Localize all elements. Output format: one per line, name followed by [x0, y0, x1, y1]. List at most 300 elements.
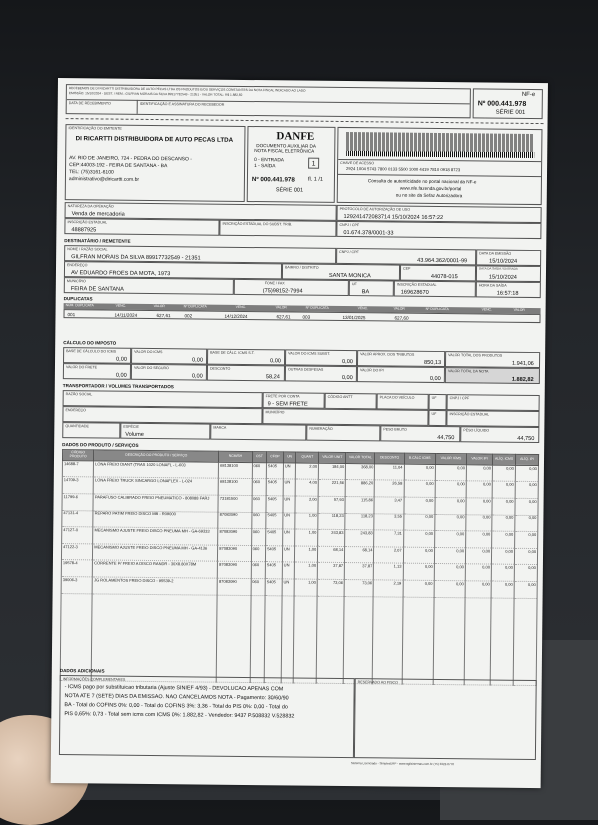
carrier-uf2-box	[428, 410, 446, 426]
product-cell: 87083090	[217, 578, 251, 595]
qty-box	[62, 422, 120, 439]
qty-label: QUANTIDADE	[65, 424, 89, 429]
receipt-stub	[66, 84, 471, 118]
issuer-name: DI RICARTTI DISTRIBUIDORA DE AUTO PECAS LTDA	[75, 135, 234, 144]
receipt-text: RECEBEMOS DE DI RICARTTI DISTRIBUIDORA DE AUTO PECAS LTDA OS PRODUTOS E/OU SERVIÇOS CONSTANTES DA NOTA FISCAL INDICADO AO LADO	[68, 86, 306, 93]
additional-info-box	[59, 675, 355, 758]
product-cell: 14688-7	[62, 460, 93, 477]
icms-label: VALOR DO ICMS	[134, 349, 163, 355]
address-value: AV EDUARDO FROES DA MOTA, 1973	[70, 270, 171, 278]
product-cell: 57,93	[318, 496, 345, 513]
product-cell: 3,47	[374, 497, 403, 514]
product-cell: 118,23	[318, 513, 345, 530]
col-qty: QUANT	[296, 452, 319, 463]
dup-1-venc: 14/11/2024	[114, 312, 138, 318]
product-cell: 0,00	[403, 530, 434, 547]
discount-label: DESCONTO	[209, 366, 231, 371]
product-cell: 2,00	[296, 463, 319, 480]
icms-value: 0,00	[192, 357, 203, 364]
cnpj-label: CNPJ / CPF	[339, 222, 360, 228]
product-cell: 2,19	[373, 580, 402, 597]
product-cell: 0,00	[466, 498, 492, 515]
product-cell: 68138100	[219, 462, 253, 479]
ie-box	[64, 218, 219, 236]
nature-label: NATUREZA DA OPERAÇÃO	[67, 204, 114, 209]
product-cell: 5405	[266, 496, 283, 513]
dup-1-num: 001	[67, 311, 76, 317]
product-cell: 1,00	[295, 546, 318, 563]
recipient-name: GILFRAN MORAIS DA SILVA 89917732549 - 21351	[71, 254, 201, 262]
other-value: 0,00	[341, 374, 353, 382]
product-cell: 73,06	[344, 579, 373, 596]
dup-h-valor3: VALOR	[393, 306, 405, 311]
additional-line-1: - ICMS pago por substituicao tributaria (Ajuste SINIEF 4/93) - DEVOLUCAO APENAS COM	[64, 684, 284, 693]
col-cfop: CFOP	[267, 452, 284, 463]
product-cell: PARAFUSO CALIBRADO FREIO PNEUMATICO - 808088 FARJ	[93, 494, 218, 512]
freight-box	[63, 363, 131, 380]
product-cell: 68,14	[345, 546, 374, 563]
reserved-fisco-label: RESERVADO AO FISCO	[357, 680, 398, 685]
note-total-value: 1.882,82	[511, 376, 534, 383]
col-unit: VALOR UNIT	[319, 452, 346, 463]
product-cell: MECANISMO AJUSTE FREIO DISCO PNEUMA MH - GA-69333	[93, 527, 218, 545]
product-cell: 184,00	[318, 463, 345, 480]
carrier-uf2-label: UF	[431, 411, 437, 416]
freight-mode-value: 9 - SEM FRETE	[267, 401, 308, 408]
dup-2-venc: 14/12/2024	[224, 313, 248, 319]
product-cell: 11799-6	[62, 494, 93, 511]
product-cell: 87083090	[218, 528, 252, 545]
st-value: 0,00	[342, 358, 353, 366]
product-cell: 060	[251, 579, 266, 596]
recipient-name-label: NOME / RAZÃO SOCIAL	[67, 247, 108, 252]
product-cell: 0,00	[404, 497, 435, 514]
additional-line-3: BA - Total do COFINS 0%: 0,00 - Total do COFINS 3%: 3,36 - Total do PIS 0%: 0,00 - Total do	[64, 702, 288, 711]
recipient-section: DESTINATÁRIO / REMETENTE	[64, 238, 131, 244]
consult-text3: ou no site da Sefaz Autorizadora	[395, 192, 463, 199]
exit-time-box	[476, 281, 541, 298]
product-cell: 73181500	[218, 495, 252, 512]
gross-weight-box	[380, 425, 460, 442]
product-cell: 0,00	[435, 464, 466, 481]
product-cell: 0,00	[514, 565, 537, 582]
products-total-box	[445, 351, 540, 368]
freight-label: VALOR DO FRETE	[65, 365, 98, 370]
approx-box	[357, 350, 445, 367]
col-code: CÓDIGO PRODUTO	[62, 450, 93, 461]
product-cell: 0,00	[491, 564, 514, 581]
dup-3-venc: 13/01/2025	[342, 314, 366, 320]
product-cell: 0,00	[492, 465, 515, 482]
product-cell: 243,83	[318, 529, 345, 546]
emission-box	[476, 249, 541, 266]
insurance-value: 0,00	[191, 373, 203, 380]
product-cell: CORRENTE P/ FREIO A DISCO RANDR - 30X8.80X78M	[93, 560, 218, 578]
uf-label: UF	[351, 282, 357, 287]
product-cell: REPARO PATIM FREIO DISCO MB - R09000	[93, 510, 218, 528]
danfe-page: fl. 1 /1	[307, 176, 323, 183]
dup-h-venc3: VENC.	[357, 306, 369, 311]
district-box	[282, 263, 400, 280]
dup-3-valor: 627,60	[394, 315, 409, 321]
product-cell: 5405	[265, 579, 282, 596]
recipient-cnpj: 43.964.362/0001-99	[417, 257, 468, 265]
dup-h-valor: VALOR	[153, 304, 165, 309]
st-box	[285, 349, 357, 366]
receipt-summary: EMISSÃO: 15/10/2024 - DEST. / REM.: GILFRAN MORAIS DA SILVA 89917732549 - 21351 - VALOR TOTAL: R$ 1.882,82	[68, 91, 243, 97]
exit-date-value: 15/10/2024	[488, 274, 517, 281]
product-cell: UN	[282, 529, 295, 546]
product-cell: 0,00	[514, 581, 537, 598]
product-cell: 0,00	[492, 481, 515, 498]
iest-box	[219, 220, 336, 237]
product-cell: UN	[283, 463, 296, 480]
product-cell: 0,00	[515, 531, 538, 548]
dup-2-num: 002	[184, 312, 193, 318]
product-cell: 11,04	[375, 464, 404, 481]
danfe-subtitle1: DOCUMENTO AUXILIAR DA	[256, 143, 316, 149]
col-icms-base: B.CÁLC ICMS	[404, 453, 435, 464]
col-icms: VALOR ICMS	[435, 453, 466, 464]
product-cell: 0,00	[403, 514, 434, 531]
product-cell: 060	[251, 545, 266, 562]
danfe-number: Nº 000.441.978	[251, 176, 295, 184]
product-cell: 47131-4	[62, 510, 93, 527]
emission-label: DATA DA EMISSÃO	[479, 251, 512, 256]
antt-label: CÓDIGO ANTT	[327, 394, 353, 400]
phone-box	[234, 279, 349, 296]
product-cell: 0,00	[434, 564, 465, 581]
product-cell: UN	[282, 562, 295, 579]
product-cell: 19578-4	[61, 560, 92, 577]
product-cell: 14709-3	[62, 477, 93, 494]
gross-weight-label: PESO BRUTO	[383, 427, 407, 432]
col-total: VALOR TOTAL	[346, 453, 375, 464]
nature-value: Venda de mercadoria	[71, 211, 125, 218]
product-cell: JG ROLAMENTOS FREIO DISCO - 95539-2	[92, 577, 217, 595]
dup-h-num: NÚM. DUPLICATA	[65, 303, 94, 308]
product-cell: 0,00	[465, 564, 491, 581]
col-discount: DESCONTO	[375, 453, 404, 464]
col-ncm: NCM/SH	[219, 451, 252, 462]
dup-h-num2: Nº DUPLICATA	[183, 304, 207, 309]
danfe-document	[51, 78, 548, 788]
product-cell: 0,00	[466, 514, 492, 531]
product-cell: 368,00	[346, 463, 375, 480]
col-cst: CST	[252, 452, 267, 463]
product-cell: 0,00	[465, 548, 491, 565]
product-cell: 0,00	[466, 465, 492, 482]
product-cell: 060	[252, 496, 267, 513]
dup-h-num3: Nº DUPLICATA	[305, 305, 329, 310]
dup-h-valor4: VALOR	[513, 307, 525, 312]
product-cell: 1,00	[294, 579, 317, 596]
barcode	[346, 132, 534, 158]
reserved-fisco-box	[354, 678, 537, 760]
st-label: VALOR DO ICMS SUBST.	[288, 351, 331, 356]
product-cell: 0,00	[403, 580, 434, 597]
product-cell: UN	[283, 496, 296, 513]
access-key-label: CHAVE DE ACESSO	[340, 160, 375, 166]
product-cell: 1,00	[295, 513, 318, 530]
product-cell: 0,00	[403, 547, 434, 564]
city-value: FEIRA DE SANTANA	[70, 286, 124, 293]
protocol-value: 129241472083714 15/10/2024 16:57:22	[343, 213, 444, 222]
recipient-cnpj-label: CNPJ / CPF	[339, 249, 359, 255]
product-cell: 243,83	[345, 530, 374, 547]
recipient-ie-label: INSCRIÇÃO ESTADUAL	[396, 282, 437, 287]
ipi-value: 0,00	[429, 375, 441, 383]
dup-h-num4: Nº DUPLICATA	[425, 306, 449, 312]
product-cell: 5405	[266, 479, 283, 496]
numbering-label: NUMERAÇÃO	[309, 426, 333, 431]
brand-box	[210, 424, 306, 441]
product-cell: LONA FREIO DIANT (TRAS 1020 LONAFL - L-603	[94, 461, 219, 479]
receipt-nfe-box	[473, 88, 543, 119]
consult-text1: Consulta de autenticidade no portal nacional da NF-e	[367, 178, 477, 185]
dup-h-venc2: VENC.	[235, 304, 247, 309]
approx-label: VALOR APROX. DOS TRIBUTOS	[360, 352, 415, 357]
other-box	[285, 365, 357, 382]
product-cell: 0,00	[491, 581, 514, 598]
footer-system: Sistema Licenciado - SimplesERP - www.agilsistemas.com.br (75) 3322-0770	[350, 761, 455, 767]
exit-date-box	[476, 265, 541, 282]
brand-label: MARCA	[213, 425, 227, 430]
dup-1-valor: 627,61	[156, 312, 171, 318]
product-cell: 0,00	[515, 465, 538, 482]
product-cell: 0,00	[492, 498, 515, 515]
ie-value: 48887925	[71, 227, 97, 234]
product-cell: 0,00	[466, 481, 492, 498]
freight-mode-label: FRETE POR CONTA	[265, 394, 300, 399]
danfe-box	[247, 126, 336, 203]
product-cell: 0,00	[434, 531, 465, 548]
product-cell: 0,00	[466, 531, 492, 548]
product-cell: 118,23	[345, 513, 374, 530]
product-cell: 39006-3	[61, 577, 92, 594]
carrier-cnpj-box	[447, 394, 540, 411]
product-cell: 0,00	[435, 514, 466, 531]
antt-box	[325, 393, 377, 410]
plate-label: PLACA DO VEÍCULO	[379, 395, 415, 400]
product-cell: 115,86	[345, 497, 374, 514]
exit-time-value: 16:57:18	[496, 290, 519, 297]
product-cell: 5405	[266, 545, 283, 562]
product-cell: 5405	[266, 512, 283, 529]
product-cell: 0,00	[404, 481, 435, 498]
net-weight-label: PESO LÍQUIDO	[463, 428, 490, 433]
recipient-ie-box	[394, 281, 476, 298]
product-cell: 886,20	[345, 480, 374, 497]
table-filler-row	[60, 593, 537, 686]
additional-line-4: PIS 0,65%: 0,73 - Total sem icms com ICMS 0%: 1.882,82 - Vendedor: 9437 P.508832 V.528832	[64, 711, 295, 720]
product-cell: 0,00	[403, 564, 434, 581]
product-cell: 37,87	[317, 563, 344, 580]
discount-box	[207, 365, 285, 382]
tax-section: CÁLCULO DO IMPOSTO	[63, 340, 117, 346]
consult-text2: www.nfe.fazenda.gov.br/portal	[399, 185, 462, 192]
product-cell: UN	[282, 546, 295, 563]
product-cell: 0,00	[404, 464, 435, 481]
cep-label: CEP	[403, 266, 411, 271]
product-cell: 2,07	[374, 547, 403, 564]
city-box	[64, 277, 234, 295]
product-cell: 0,00	[492, 531, 515, 548]
product-cell: 060	[252, 479, 267, 496]
product-cell: 68138100	[218, 479, 252, 496]
uf-value: BA	[361, 289, 370, 296]
approx-value: 850,13	[424, 359, 442, 367]
product-cell: 0,00	[515, 498, 538, 515]
product-cell: 7,31	[374, 530, 403, 547]
col-aliq-icms: ALÍQ. ICMS	[493, 454, 516, 465]
receipt-sign-label: IDENTIFICAÇÃO E ASSINATURA DO RECEBEDOR	[139, 101, 225, 107]
product-cell: 0,00	[491, 548, 514, 565]
district-label: BAIRRO / DISTRITO	[285, 265, 319, 270]
product-cell: UN	[282, 579, 295, 596]
danfe-entrada: 0 - ENTRADA	[254, 158, 285, 164]
dup-h-venc4: VENC.	[481, 307, 492, 312]
product-cell: 87083090	[217, 562, 251, 579]
issuer-label: IDENTIFICAÇÃO DO EMITENTE	[68, 126, 122, 131]
product-cell: 0,00	[435, 481, 466, 498]
product-cell: 0,00	[515, 515, 538, 532]
carrier-cnpj-label: CNPJ / CPF	[449, 396, 470, 401]
emission-value: 15/10/2024	[489, 258, 518, 265]
receipt-date-label: DATA DE RECEBIMENTO	[68, 101, 111, 106]
address-label: ENDEREÇO	[67, 263, 88, 268]
product-cell: 060	[252, 462, 267, 479]
danfe-type-box: 1	[308, 158, 319, 169]
dup-2-valor: 627,61	[276, 313, 291, 319]
dup-h-venc: VENC.	[115, 303, 127, 308]
note-total-box	[445, 367, 540, 384]
product-cell: 5405	[265, 562, 282, 579]
numbering-box	[306, 425, 380, 442]
product-cell: 060	[251, 562, 266, 579]
col-desc: DESCRIÇÃO DO PRODUTO / SERVIÇO	[94, 450, 219, 462]
dup-h-valor2: VALOR	[275, 305, 287, 310]
protocol-label: PROTOCOLO DE AUTORIZAÇÃO DE USO	[339, 206, 411, 212]
phone-value: (75)98152-7994	[262, 288, 303, 295]
product-cell: MECANISMO AJUSTE FREIO DISCO PNEUMA MH - GA-4136	[93, 544, 218, 562]
danfe-title: DANFE	[276, 130, 315, 143]
product-cell: 060	[251, 512, 266, 529]
product-cell: 26,58	[375, 480, 404, 497]
icms-base-label: BASE DE CÁLCULO DO ICMS	[66, 349, 117, 354]
product-cell: 0,00	[492, 515, 515, 532]
ie-label: INSCRIÇÃO ESTADUAL	[67, 220, 108, 225]
issuer-address2: CEP:44003-192 - FEIRA DE SANTANA - BA	[69, 162, 168, 170]
product-cell: 221,56	[318, 480, 345, 497]
cnpj-value: 01.674.378/0001-33	[343, 229, 394, 237]
products-total-label: VALOR TOTAL DOS PRODUTOS	[448, 353, 503, 358]
st-base-label: BASE DE CÁLC. ICMS S.T.	[210, 350, 255, 356]
ipi-box	[357, 366, 445, 383]
products-total-value: 1.941,06	[512, 360, 534, 367]
product-cell: 73,06	[317, 579, 344, 596]
net-weight-value: 44,750	[517, 435, 535, 443]
icms-base-box	[63, 347, 131, 364]
insurance-label: VALOR DO SEGURO	[133, 365, 169, 371]
species-box	[120, 423, 210, 440]
issuer-address1: AV. RIO DE JANEIRO, 724 - PEDRA DO DESCANSO -	[69, 155, 192, 163]
iest-label: INSCRIÇÃO ESTADUAL DO SUBST. TRIB.	[222, 221, 293, 227]
carrier-city-label: MUNICÍPIO	[265, 410, 285, 415]
access-key-box	[337, 127, 543, 205]
species-label: ESPÉCIE	[123, 424, 139, 429]
other-label: OUTRAS DESPESAS	[287, 367, 324, 372]
cep-value: 44078-015	[430, 273, 458, 281]
product-cell: 5405	[266, 463, 283, 480]
city-label: MUNICÍPIO	[66, 279, 86, 284]
product-cell: 1,00	[295, 562, 318, 579]
net-weight-box	[460, 426, 539, 443]
st-base-box	[207, 349, 285, 366]
col-un: UN	[283, 452, 296, 463]
ipi-label: VALOR DO IPI	[359, 368, 384, 373]
carrier-address-label: ENDEREÇO	[65, 408, 86, 413]
product-cell: UN	[283, 512, 296, 529]
product-cell: 68,14	[318, 546, 345, 563]
note-total-label: VALOR TOTAL DA NOTA	[447, 369, 489, 374]
danfe-saida: 1 - SAÍDA	[254, 164, 276, 170]
access-key: 2924 1004 5743 7800 0133 5500 1000 4419 7810 0918 8723	[346, 166, 461, 173]
exit-date-label: DATA DA SAÍDA / ENTRADA	[479, 266, 518, 271]
carrier-ie-label: INSCRIÇÃO ESTADUAL	[449, 412, 490, 417]
danfe-subtitle2: NOTA FISCAL ELETRÔNICA	[254, 148, 315, 154]
receipt-nfe-number: Nº 000.441.978	[477, 100, 527, 108]
product-cell: 47127-0	[62, 527, 93, 544]
plate-box	[377, 393, 429, 410]
danfe-series: SÉRIE 001	[275, 187, 304, 194]
gross-weight-value: 44,750	[437, 434, 455, 442]
district-value: SANTA MONICA	[328, 272, 371, 280]
product-cell: 0,00	[434, 580, 465, 597]
product-cell: 0,00	[465, 581, 491, 598]
product-cell: 87083090	[218, 512, 252, 529]
product-cell: 0,00	[434, 547, 465, 564]
product-cell: 060	[251, 529, 266, 546]
issuer-box	[65, 124, 246, 202]
exit-time-label: HORA DA SAÍDA	[478, 283, 507, 288]
product-cell: 5405	[266, 529, 283, 546]
phone-label: FONE / FAX	[264, 281, 285, 286]
product-cell: 37,87	[345, 563, 374, 580]
product-cell: 1,00	[295, 529, 318, 546]
cnpj-box	[336, 221, 541, 239]
duplicatas-section: DUPLICATAS	[63, 296, 93, 302]
additional-line-2: NOTA ATE 7 (SETE) DIAS DA EMISSAO. NAO CANCELAMOS NOTA - Pagamento: 30/60/90	[64, 693, 289, 702]
carrier-ie-box	[446, 410, 539, 427]
dup-3-num: 003	[302, 314, 311, 320]
carrier-city-box	[262, 408, 428, 426]
cep-box	[400, 265, 476, 282]
product-cell: LONA FREIO TRUCK SINCARGO LONAFLEX - L-024	[93, 477, 218, 495]
products-section: DADOS DO PRODUTO / SERVIÇOS	[62, 442, 139, 448]
receipt-nfe-label: NF-e	[521, 91, 536, 98]
issuer-phone: TEL: (75)3161-6100	[68, 169, 114, 176]
transport-section: TRANSPORTADOR / VOLUMES TRANSPORTADOS	[62, 383, 174, 390]
receipt-series: SÉRIE 001	[495, 109, 526, 116]
st-base-value: 0,00	[270, 358, 281, 365]
product-cell: 87083090	[218, 545, 252, 562]
product-cell: 3,55	[374, 513, 403, 530]
products-table	[60, 449, 539, 686]
recipient-ie-value: 169628670	[400, 289, 429, 296]
recipient-cnpj-box	[336, 248, 476, 265]
carrier-uf-box	[429, 394, 447, 410]
